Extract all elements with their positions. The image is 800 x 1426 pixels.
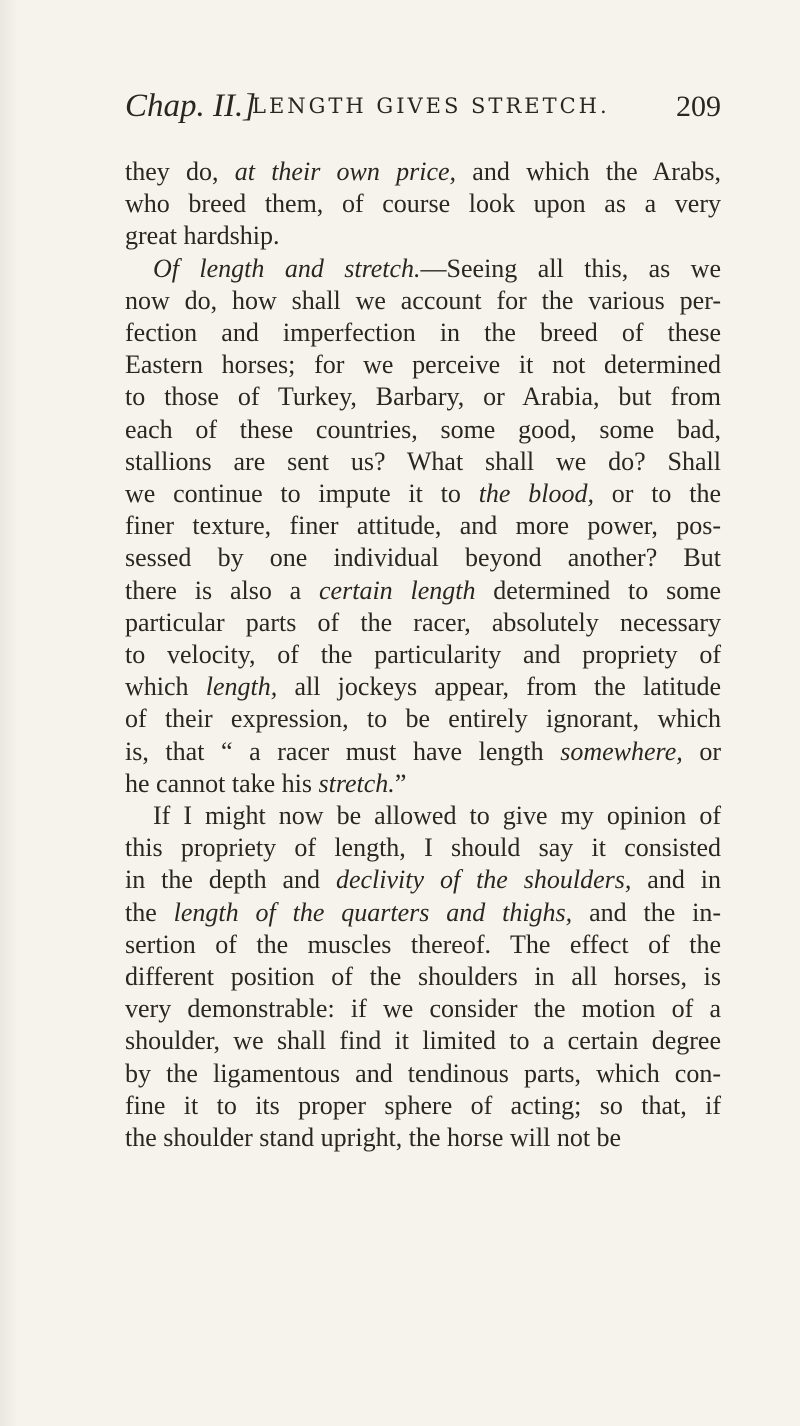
text-run: which xyxy=(125,672,206,702)
text-run: or to the xyxy=(593,479,721,509)
italic-run: at their own price, xyxy=(234,157,457,186)
text-line xyxy=(125,800,721,832)
text-line xyxy=(125,607,721,639)
text-line xyxy=(125,768,721,800)
text-run: by the ligamentous and tendinous parts, which con- xyxy=(125,1058,721,1088)
text-run: shoulder, we shall find it limited to a certain degree xyxy=(125,1026,721,1056)
text-line xyxy=(125,832,721,864)
text-run: sertion of the muscles thereof. The effect of the xyxy=(125,929,721,959)
text-line xyxy=(125,220,721,252)
text-run: particular parts of the racer, absolutely necessary xyxy=(125,607,721,637)
text-run: and the in- xyxy=(572,897,721,927)
page-header xyxy=(125,88,721,138)
italic-run: length, xyxy=(205,672,278,702)
text-run: the xyxy=(125,897,174,927)
text-line xyxy=(125,349,721,381)
italic-run: stretch. xyxy=(318,768,395,798)
text-line xyxy=(125,1122,721,1154)
text-run: is, that “ a racer must have length xyxy=(125,736,561,766)
text-line xyxy=(125,736,721,768)
text-line xyxy=(125,703,721,735)
text-run: Eastern horses; for we perceive it not determined xyxy=(125,350,721,380)
text-run: to velocity, of the particularity and propriety of xyxy=(125,640,721,670)
text-line xyxy=(125,929,721,961)
text-run: finer texture, finer attitude, and more power, pos- xyxy=(125,511,721,541)
text-run: different position of the shoulders in all horses, is xyxy=(125,962,721,992)
text-line xyxy=(125,317,721,349)
text-run: and in xyxy=(631,865,721,895)
text-line xyxy=(125,446,721,478)
text-line xyxy=(125,1025,721,1057)
text-run: there is also a xyxy=(125,575,320,605)
text-run: who breed them, of course look upon as a very xyxy=(125,189,721,219)
text-run: stallions are sent us? What shall we do? Shall xyxy=(125,446,721,476)
italic-run: certain length xyxy=(319,575,476,605)
text-line xyxy=(125,285,721,317)
italic-run: the blood, xyxy=(478,479,594,509)
text-run: the shoulder stand upright, the horse will not be xyxy=(125,1123,622,1153)
text-run: this propriety of length, I should say it consisted xyxy=(125,833,721,863)
text-run: he cannot take his xyxy=(125,768,319,798)
text-run: each of these countries, some good, some bad, xyxy=(125,414,721,444)
text-line xyxy=(125,864,721,896)
text-run: we continue to impute it to xyxy=(125,479,479,509)
text-run: all jockeys appear, from the latitude xyxy=(277,672,721,702)
text-run: in the depth and xyxy=(125,865,336,895)
italic-run: declivity of the shoulders, xyxy=(335,865,632,895)
running-title: LENGTH GIVES STRETCH. xyxy=(252,94,610,118)
text-line xyxy=(125,575,721,607)
text-run: ” xyxy=(394,768,407,798)
chapter-label: Chap. II.] xyxy=(125,88,257,124)
text-line xyxy=(125,671,721,703)
text-run: they do, xyxy=(125,157,235,186)
text-line xyxy=(125,478,721,510)
text-run: determined to some xyxy=(475,575,721,605)
text-line xyxy=(125,510,721,542)
text-line xyxy=(125,993,721,1025)
italic-run: somewhere, xyxy=(560,736,683,766)
text-run: fection and imperfection in the breed of these xyxy=(125,318,721,348)
text-line xyxy=(125,1090,721,1122)
italic-run: Of length and stretch. xyxy=(153,253,421,283)
text-line xyxy=(125,188,721,220)
text-run: and which the Arabs, xyxy=(456,157,722,186)
text-run: —Seeing all this, as we xyxy=(420,253,721,283)
text-line xyxy=(125,1058,721,1090)
text-run: to those of Turkey, Barbary, or Arabia, but from xyxy=(125,382,721,412)
text-line xyxy=(125,253,721,285)
text-run: very demonstrable: if we consider the motion of a xyxy=(125,994,721,1024)
page-number: 209 xyxy=(676,90,721,123)
text-run: or xyxy=(682,736,721,766)
text-run: of their expression, to be entirely ignorant, which xyxy=(125,704,721,734)
text-line xyxy=(125,639,721,671)
text-line xyxy=(125,156,721,188)
text-run: great hardship. xyxy=(125,221,280,251)
text-run: sessed by one individual beyond another? But xyxy=(125,543,721,573)
text-line xyxy=(125,414,721,446)
text-line xyxy=(125,897,721,929)
text-line xyxy=(125,381,721,413)
text-line xyxy=(125,542,721,574)
text-run: now do, how shall we account for the various per- xyxy=(125,285,721,315)
text-run: If I might now be allowed to give my opinion of xyxy=(153,801,721,831)
italic-run: length of the quarters and thighs, xyxy=(173,897,573,927)
text-run: fine it to its proper sphere of acting; so that, if xyxy=(125,1090,721,1120)
body-text xyxy=(125,156,721,1154)
text-line xyxy=(125,961,721,993)
